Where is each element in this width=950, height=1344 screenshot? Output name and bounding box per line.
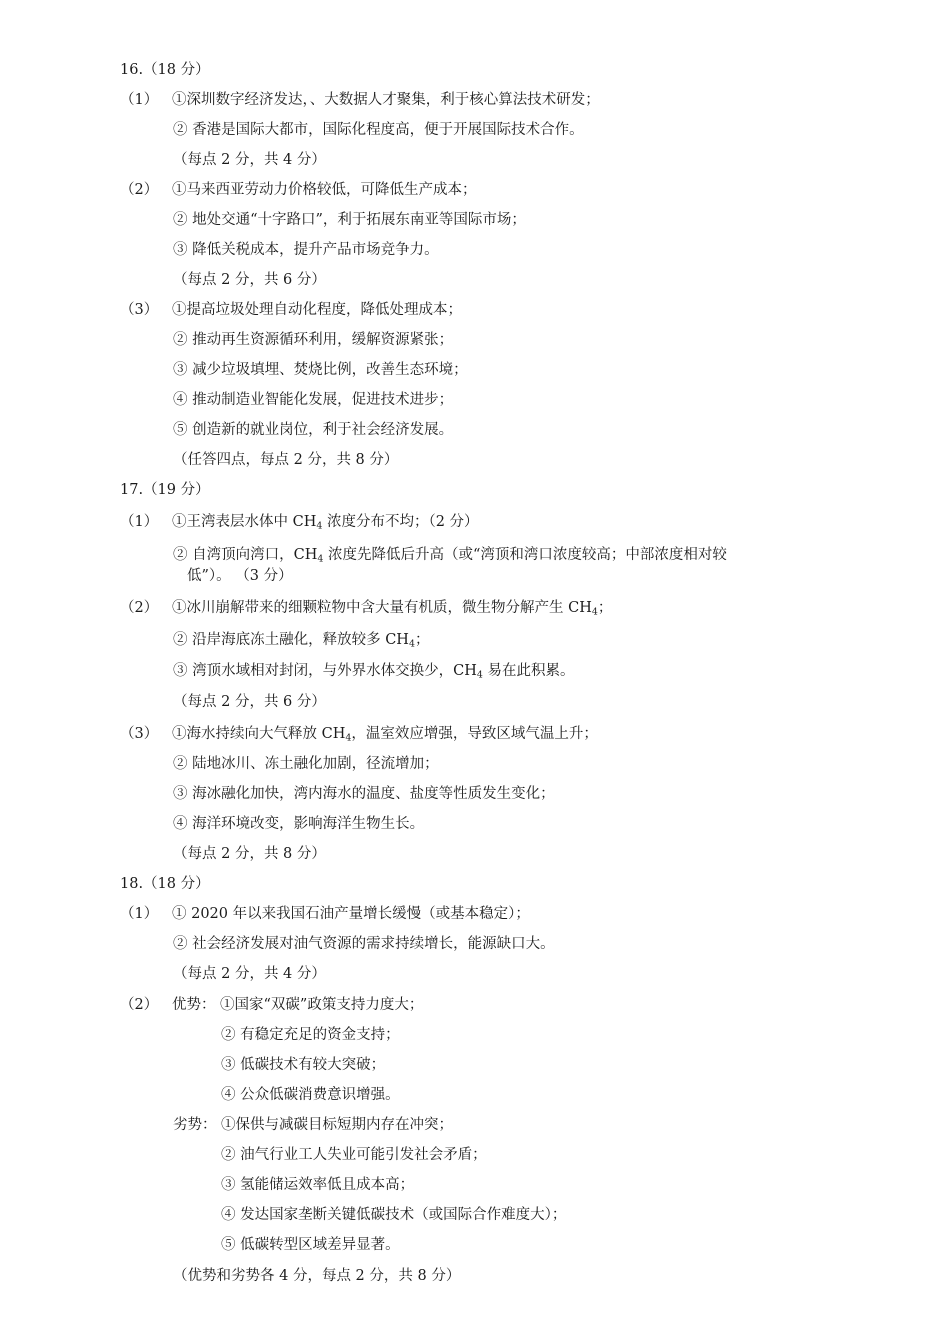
q17-part3-score: （每点 2 分，共 8 分） [173,846,326,862]
q17-part2-item2 [173,630,429,650]
q16-part3-score: （任答四点，每点 2 分，共 8 分） [173,452,399,468]
q17-part2-item2-pre: ② 沿岸海底冻土融化，释放较多 CH [173,632,409,648]
q17-part1-item2-pre: ② 自湾顶向湾口，CH [173,547,318,563]
q16-part3-line1 [120,300,462,320]
q17-part2-item1-post: ； [597,600,613,616]
q18-advantages-label: 优势： [172,997,216,1013]
q17-part2-label: （2） [120,600,159,616]
q18-dis-item2: ② 油气行业工人失业可能引发社会矛盾； [221,1147,487,1163]
q17-part1-item2-sub: 4 [317,553,324,565]
q16-part1-label: （1） [120,92,159,108]
q17-part3-item1-post: ，温室效应增强，导致区域气温上升； [351,726,598,742]
q17-part1-item1-sub: 4 [316,520,323,532]
q18-adv-item3: ③ 低碳技术有较大突破； [221,1057,386,1073]
q18-part2-label: （2） [120,997,159,1013]
q17-part2-item1-pre: ①冰川崩解带来的细颗粒物中含大量有机质，微生物分解产生 CH [172,600,592,616]
q16-part1-item1: ①深圳数字经济发达，、大数据人才聚集，利于核心算法技术研发； [172,92,600,108]
q16-part3-item3: ③ 减少垃圾填埋、焚烧比例，改善生态环境； [173,362,468,378]
q17-part1-item2 [173,545,727,565]
q17-part3-line1 [120,724,598,744]
q16-part2-label: （2） [120,182,159,198]
q17-part1-item1-post: 浓度分布不均；（2 分） [322,514,479,530]
q18-part1-line1 [120,904,530,924]
q18-dis-item1: ①保供与减碳目标短期内存在冲突； [221,1117,453,1133]
q18-adv-item4: ④ 公众低碳消费意识增强。 [221,1087,400,1103]
q18-part2-score: （优势和劣势各 4 分，每点 2 分，共 8 分） [173,1268,461,1284]
q17-part1-line1 [120,512,479,532]
q17-part1-item2-post: 浓度先降低后升高（或“湾顶和湾口浓度较高；中部浓度相对较 [323,547,727,563]
q17-part1-item1-pre: ①王湾表层水体中 CH [172,514,317,530]
q17-part2-item3-sub: 4 [476,669,483,681]
q17-part3-item2: ② 陆地冰川、冻土融化加剧，径流增加； [173,756,439,772]
q18-part1-item1: ① 2020 年以来我国石油产量增长缓慢（或基本稳定）； [172,906,530,922]
q17-part1-item2-continuation: 低”）。 （3 分） [187,568,293,584]
q18-dis-item4: ④ 发达国家垄断关键低碳技术（或国际合作难度大）； [221,1207,567,1223]
q16-part3-item5: ⑤ 创造新的就业岗位，利于社会经济发展。 [173,422,454,438]
q18-dis-line1 [173,1115,453,1135]
q18-part1-score: （每点 2 分，共 4 分） [173,966,326,982]
q16-part1-line1 [120,90,600,110]
q18-part2-line1 [120,995,423,1015]
q16-part2-item1: ①马来西亚劳动力价格较低，可降低生产成本； [172,182,477,198]
q18-part1-label: （1） [120,906,159,922]
q18-dis-item3: ③ 氢能储运效率低且成本高； [221,1177,415,1193]
q17-part1-item2-cont [173,566,293,586]
q16-title: 16.（18 分） [120,62,210,78]
q17-part2-score: （每点 2 分，共 6 分） [173,694,326,710]
q16-part3-item4: ④ 推动制造业智能化发展，促进技术进步； [173,392,454,408]
q17-title: 17.（19 分） [120,482,210,498]
q18-adv-item1: ①国家“双碳”政策支持力度大； [220,997,424,1013]
q17-part3-item3: ③ 海冰融化加快，湾内海水的温度、盐度等性质发生变化； [173,786,555,802]
q18-dis-item5: ⑤ 低碳转型区域差异显著。 [221,1237,400,1253]
q17-part3-item1-sub: 4 [345,732,352,744]
q17-part2-item3-pre: ③ 湾顶水域相对封闭，与外界水体交换少，CH [173,663,477,679]
q17-part2-line1 [120,598,612,618]
q16-part2-item3: ③ 降低关税成本，提升产品市场竞争力。 [173,242,439,258]
q17-part2-item1-sub: 4 [591,606,598,618]
q18-title: 18.（18 分） [120,876,210,892]
q18-part1-item2: ② 社会经济发展对油气资源的需求持续增长，能源缺口大。 [173,936,555,952]
q16-part3-label: （3） [120,302,159,318]
q17-part2-item2-sub: 4 [408,638,415,650]
q16-part3-item2: ② 推动再生资源循环利用，缓解资源紧张； [173,332,454,348]
q17-part2-item3-post: 易在此积累。 [482,663,575,679]
q17-part3-item1-pre: ①海水持续向大气释放 CH [172,726,346,742]
q16-part2-score: （每点 2 分，共 6 分） [173,272,326,288]
q17-part2-item2-post: ； [414,632,430,648]
q17-part1-label: （1） [120,514,159,530]
q17-part3-label: （3） [120,726,159,742]
q16-part2-line1 [120,180,477,200]
q16-part1-item2: ② 香港是国际大都市，国际化程度高，便于开展国际技术合作。 [173,122,584,138]
q16-part3-item1: ①提高垃圾处理自动化程度，降低处理成本； [172,302,462,318]
q18-adv-item2: ② 有稳定充足的资金支持； [221,1027,400,1043]
q16-part2-item2: ② 地处交通“十字路口”，利于拓展东南亚等国际市场； [173,212,526,228]
q17-part3-item4: ④ 海洋环境改变，影响海洋生物生长。 [173,816,425,832]
q17-part2-item3 [173,661,574,681]
q16-part1-score: （每点 2 分，共 4 分） [173,152,326,168]
q18-disadvantages-label: 劣势： [173,1117,217,1133]
